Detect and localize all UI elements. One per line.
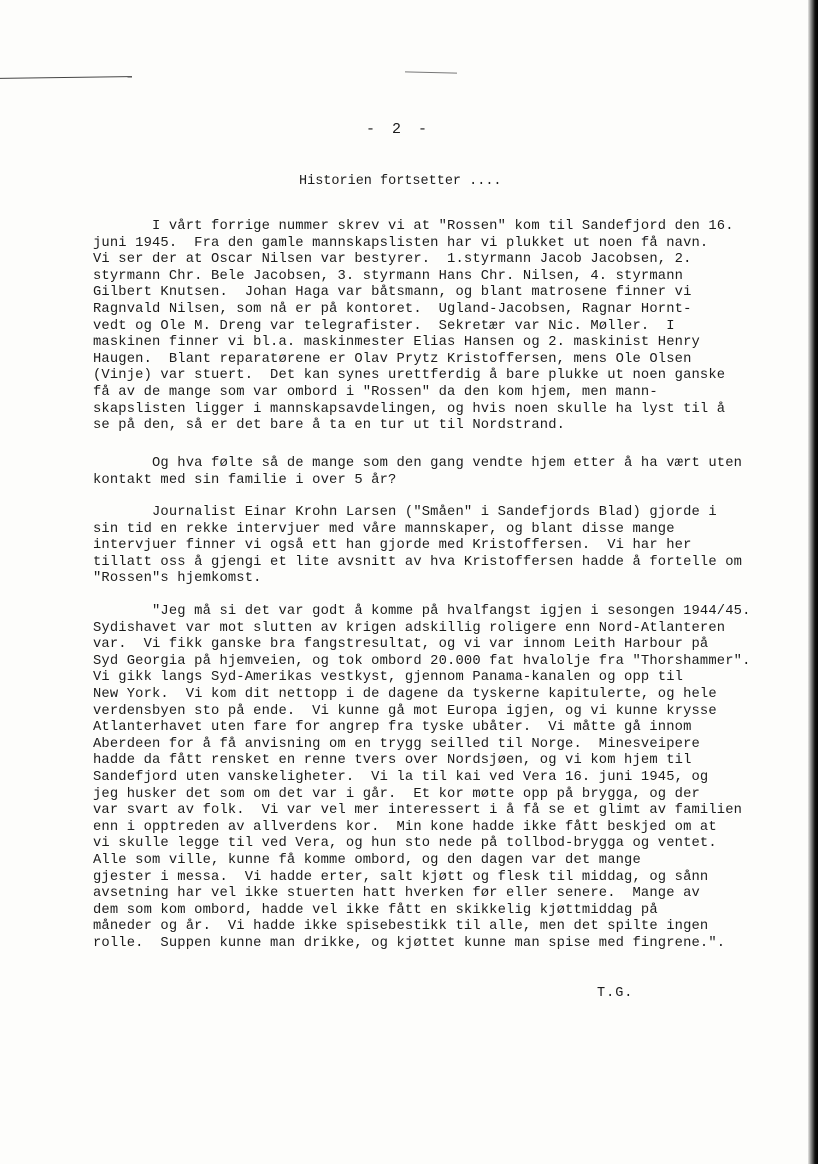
text-line: var. Vi fikk ganske bra fangstresultat, og vi var innom Leith Harbour på [93,637,709,653]
text-line: maskinen finner vi bl.a. maskinmester Elias Hansen og 2. maskinist Henry [93,335,700,351]
text-line: vedt og Ole M. Dreng var telegrafister. Sekretær var Nic. Møller. I [93,318,675,334]
text-line: "Rossen"s hjemkomst. [93,571,262,587]
text-line: sin tid en rekke intervjuer med våre mannskaper, og blant disse mange [93,521,675,537]
text-line: Alle som ville, kunne få komme ombord, og den dagen var det mange [93,852,641,868]
text-line: rolle. Suppen kunne man drikke, og kjøttet kunne man spise med fingrene.". [93,935,726,951]
scan-rule-line [0,76,132,79]
page-number: - 2 - [366,121,432,138]
paragraph-2 [93,456,783,489]
text-line: Vi gikk langs Syd-Amerikas vestkyst, gjennom Panama-kanalen og opp til [93,670,684,686]
text-line: Ragnvald Nilsen, som nå er på kontoret. Ugland-Jacobsen, Ragnar Hornt- [93,301,692,317]
text-line: se på den, så er det bare å ta en tur ut til Nordstrand. [93,418,566,434]
text-line: juni 1945. Fra den gamle mannskapslisten har vi plukket ut noen få navn. [93,235,709,251]
text-line: enn i opptreden av allverdens kor. Min kone hadde ikke fått beskjed om at [93,819,717,835]
text-line: få av de mange som var ombord i "Rossen" da den kom hjem, men mann- [93,384,658,400]
paragraph-3 [93,505,783,588]
text-line: verdensbyen sto på ende. Vi kunne gå mot Europa igjen, og vi kunne krysse [93,703,717,719]
text-line: hadde da fått rensket en renne tvers over Nordsjøen, og vi kom hjem til [93,753,692,769]
text-line: Vi ser der at Oscar Nilsen var bestyrer. 1.styrmann Jacob Jacobsen, 2. [93,252,692,268]
paragraph-1 [93,219,783,435]
text-line: intervjuer finner vi også ett han gjorde med Kristoffersen. Vi har her [93,538,692,554]
text-line: gjester i messa. Vi hadde erter, salt kjøtt og flesk til middag, og sånn [93,869,709,885]
text-line: Aberdeen for å få anvisning om en trygg seilled til Norge. Minesveipere [93,736,700,752]
text-line: måneder og år. Vi hadde ikke spisebestikk til alle, men det spilte ingen [93,919,709,935]
scan-mark [405,71,457,73]
text-line: (Vinje) var stuert. Det kan synes urettferdig å bare plukke ut noen ganske [93,368,726,384]
text-line: styrmann Chr. Bele Jacobsen, 3. styrmann Hans Chr. Nilsen, 4. styrmann [93,268,684,284]
text-line: avsetning har vel ikke stuerten hatt hverken før eller senere. Mange av [93,886,700,902]
text-line: Journalist Einar Krohn Larsen ("Småen" i Sandefjords Blad) gjorde i [93,505,717,520]
text-line: Haugen. Blant reparatørene er Olav Prytz Kristoffersen, mens Ole Olsen [93,351,692,367]
text-line: vi skulle legge til ved Vera, og hun sto nede på tollbod-brygga og ventet. [93,836,717,852]
text-line: Og hva følte så de mange som den gang vendte hjem etter å ha vært uten [93,456,743,471]
text-line: Gilbert Knutsen. Johan Haga var båtsmann, og blant matrosene finner vi [93,285,692,301]
text-line: Atlanterhavet uten fare for angrep fra tyske ubåter. Vi måtte gå innom [93,720,692,736]
scan-edge-shadow [808,0,818,1164]
page-title: Historien fortsetter .... [299,174,502,189]
signature: T.G. [597,986,634,1001]
text-line: Syd Georgia på hjemveien, og tok ombord 20.000 fat hvalolje fra "Thorshammer". [93,653,751,669]
text-line: New York. Vi kom dit nettopp i de dagene da tyskerne kapitulerte, og hele [93,686,717,702]
text-line: var svart av folk. Vi var vel mer interessert i å få se et glimt av familien [93,803,743,819]
text-line: tillatt oss å gjengi et lite avsnitt av hva Kristoffersen hadde å fortelle om [93,554,743,570]
text-line: jeg husker det som om det var i går. Et kor møtte opp på brygga, og der [93,786,700,802]
text-line: dem som kom ombord, hadde vel ikke fått en skikkelig kjøttmiddag på [93,902,658,918]
text-line: skapslisten ligger i mannskapsavdelingen, og hvis noen skulle ha lyst til å [93,401,726,417]
text-line: Sandefjord uten vanskeligheter. Vi la til kai ved Vera 16. juni 1945, og [93,769,709,785]
text-line: kontakt med sin familie i over 5 år? [93,472,397,488]
paragraph-4 [93,604,783,952]
text-line: I vårt forrige nummer skrev vi at "Rossen" kom til Sandefjord den 16. [93,219,734,234]
text-line: "Jeg må si det var godt å komme på hvalfangst igjen i sesongen 1944/45. [93,604,751,619]
text-line: Sydishavet var mot slutten av krigen adskillig roligere enn Nord-Atlanteren [93,620,726,636]
